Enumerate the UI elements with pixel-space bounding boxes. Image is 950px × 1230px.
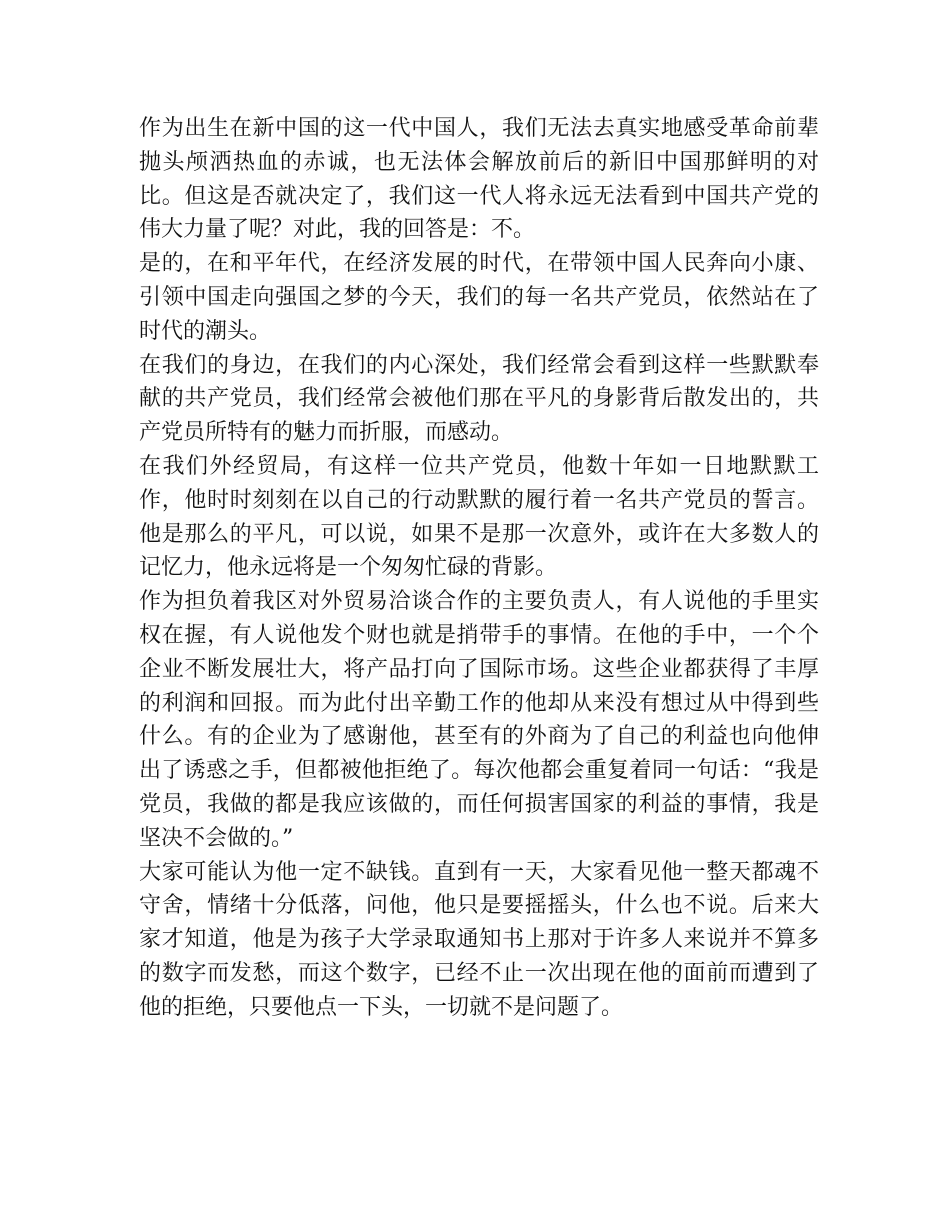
paragraph-2: 是的，在和平年代，在经济发展的时代，在带领中国人民奔向小康、引领中国走向强国之梦的今天，我们的每一名共产党员，依然站在了时代的潮头。 xyxy=(139,251,819,344)
paragraph-1: 作为出生在新中国的这一代中国人，我们无法去真实地感受革命前辈抛头颅洒热血的赤诚，也无法体会解放前后的新旧中国那鲜明的对比。但这是否就决定了，我们这一代人将永远无法看到中国共产党的伟大力量了呢？对此，我的回答是：不。 xyxy=(139,116,819,243)
document-body xyxy=(139,112,819,1025)
paragraph-3: 在我们的身边，在我们的内心深处，我们经常会看到这样一些默默奉献的共产党员，我们经常会被他们那在平凡的身影背后散发出的，共产党员所特有的魅力而折服，而感动。 xyxy=(139,352,819,446)
paragraph-5: 作为担负着我区对外贸易洽谈合作的主要负责人，有人说他的手里实权在握，有人说他发个财也就是捎带手的事情。在他的手中，一个个企业不断发展壮大，将产品打向了国际市场。这些企业都获得了丰厚的利润和回报。而为此付出辛勤工作的他却从来没有想过从中得到些什么。有的企业为了感谢他，甚至有的外商为了自己的利益也向他伸出了诱惑之手，但都被他拒绝了。每次他都会重复着同一句话：“我是党员，我做的都是我应该做的，而任何损害国家的利益的事情，我是坚决不会做的。” xyxy=(139,589,819,851)
paragraph-4: 在我们外经贸局，有这样一位共产党员，他数十年如一日地默默工作，他时时刻刻在以自己的行动默默的履行着一名共产党员的誓言。他是那么的平凡，可以说，如果不是那一次意外，或许在大多数人的记忆力，他永远将是一个匆匆忙碌的背影。 xyxy=(139,453,819,581)
paragraph-6: 大家可能认为他一定不缺钱。直到有一天，大家看见他一整天都魂不守舍，情绪十分低落，问他，他只是要摇摇头，什么也不说。后来大家才知道，他是为孩子大学录取通知书上那对于许多人来说并不算多的数字而发愁，而这个数字，已经不止一次出现在他的面前而遭到了他的拒绝，只要他点一下头，一切就不是问题了。 xyxy=(139,859,819,1020)
